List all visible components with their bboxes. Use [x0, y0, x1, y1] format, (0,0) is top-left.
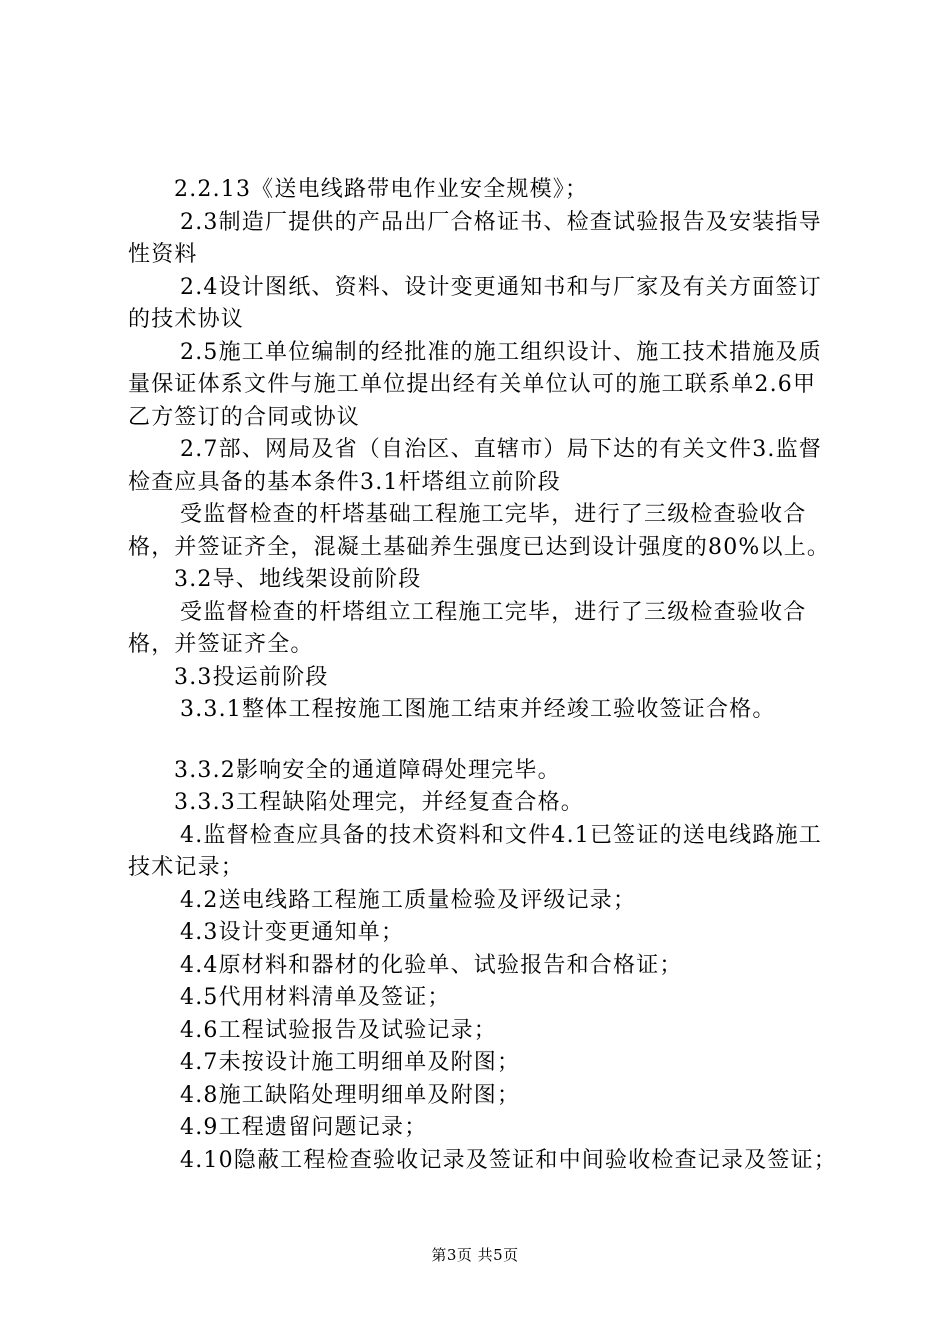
paragraph-3-1-body: 受监督检查的杆塔基础工程施工完毕，进行了三级检查验收合格，并签证齐全，混凝土基础养生强度已达到设计强度的80%以上。	[128, 502, 831, 560]
paragraph-3-2-body: 受监督检查的杆塔组立工程施工完毕，进行了三级检查验收合格，并签证齐全。	[128, 599, 807, 657]
paragraph-4: 4.监督检查应具备的技术资料和文件4.1已签证的送电线路施工技术记录；	[128, 822, 822, 880]
paragraph-2-5: 2.5施工单位编制的经批准的施工组织设计、施工技术措施及质量保证体系文件与施工单位提出经有关单位认可的施工联系单2.6甲乙方签订的合同或协议	[128, 339, 822, 430]
paragraph-2-2-13: 2.2.13《送电线路带电作业安全规模》；	[174, 177, 589, 202]
page-number-footer: 第3页 共5页	[431, 1246, 519, 1264]
paragraph-4-10: 4.10隐蔽工程检查验收记录及签证和中间验收检查记录及签证；	[180, 1147, 837, 1173]
paragraph-2-7: 2.7部、网局及省（自治区、直辖市）局下达的有关文件3.监督检查应具备的基本条件3.1杆塔组立前阶段	[128, 437, 822, 495]
paragraph-3-3-2: 3.3.2影响安全的通道障碍处理完毕。	[174, 757, 561, 783]
paragraph-4-2: 4.2送电线路工程施工质量检验及评级记录；	[180, 887, 637, 913]
paragraph-3-3-3: 3.3.3工程缺陷处理完，并经复查合格。	[174, 790, 584, 815]
paragraph-4-5: 4.5代用材料清单及签证；	[180, 985, 451, 1010]
paragraph-4-6: 4.6工程试验报告及试验记录；	[180, 1017, 497, 1043]
paragraph-3-3-1: 3.3.1整体工程按施工图施工结束并经竣工验收签证合格。	[180, 697, 776, 722]
paragraph-3-2: 3.2导、地线架设前阶段	[174, 567, 422, 592]
paragraph-4-4: 4.4原材料和器材的化验单、试验报告和合格证；	[180, 952, 683, 978]
paragraph-2-4: 2.4设计图纸、资料、设计变更通知书和与厂家及有关方面签订的技术协议	[128, 274, 822, 332]
paragraph-4-9: 4.9工程遗留问题记录；	[180, 1115, 428, 1140]
paragraph-gap	[128, 727, 838, 755]
paragraph-2-3: 2.3制造厂提供的产品出厂合格证书、检查试验报告及安装指导性资料	[128, 209, 822, 267]
paragraph-3-3: 3.3投运前阶段	[174, 664, 329, 690]
document-body	[128, 174, 838, 1177]
paragraph-4-7: 4.7未按设计施工明细单及附图；	[180, 1050, 521, 1075]
paragraph-4-8: 4.8施工缺陷处理明细单及附图；	[180, 1082, 521, 1108]
paragraph-4-3: 4.3设计变更通知单；	[180, 920, 405, 945]
